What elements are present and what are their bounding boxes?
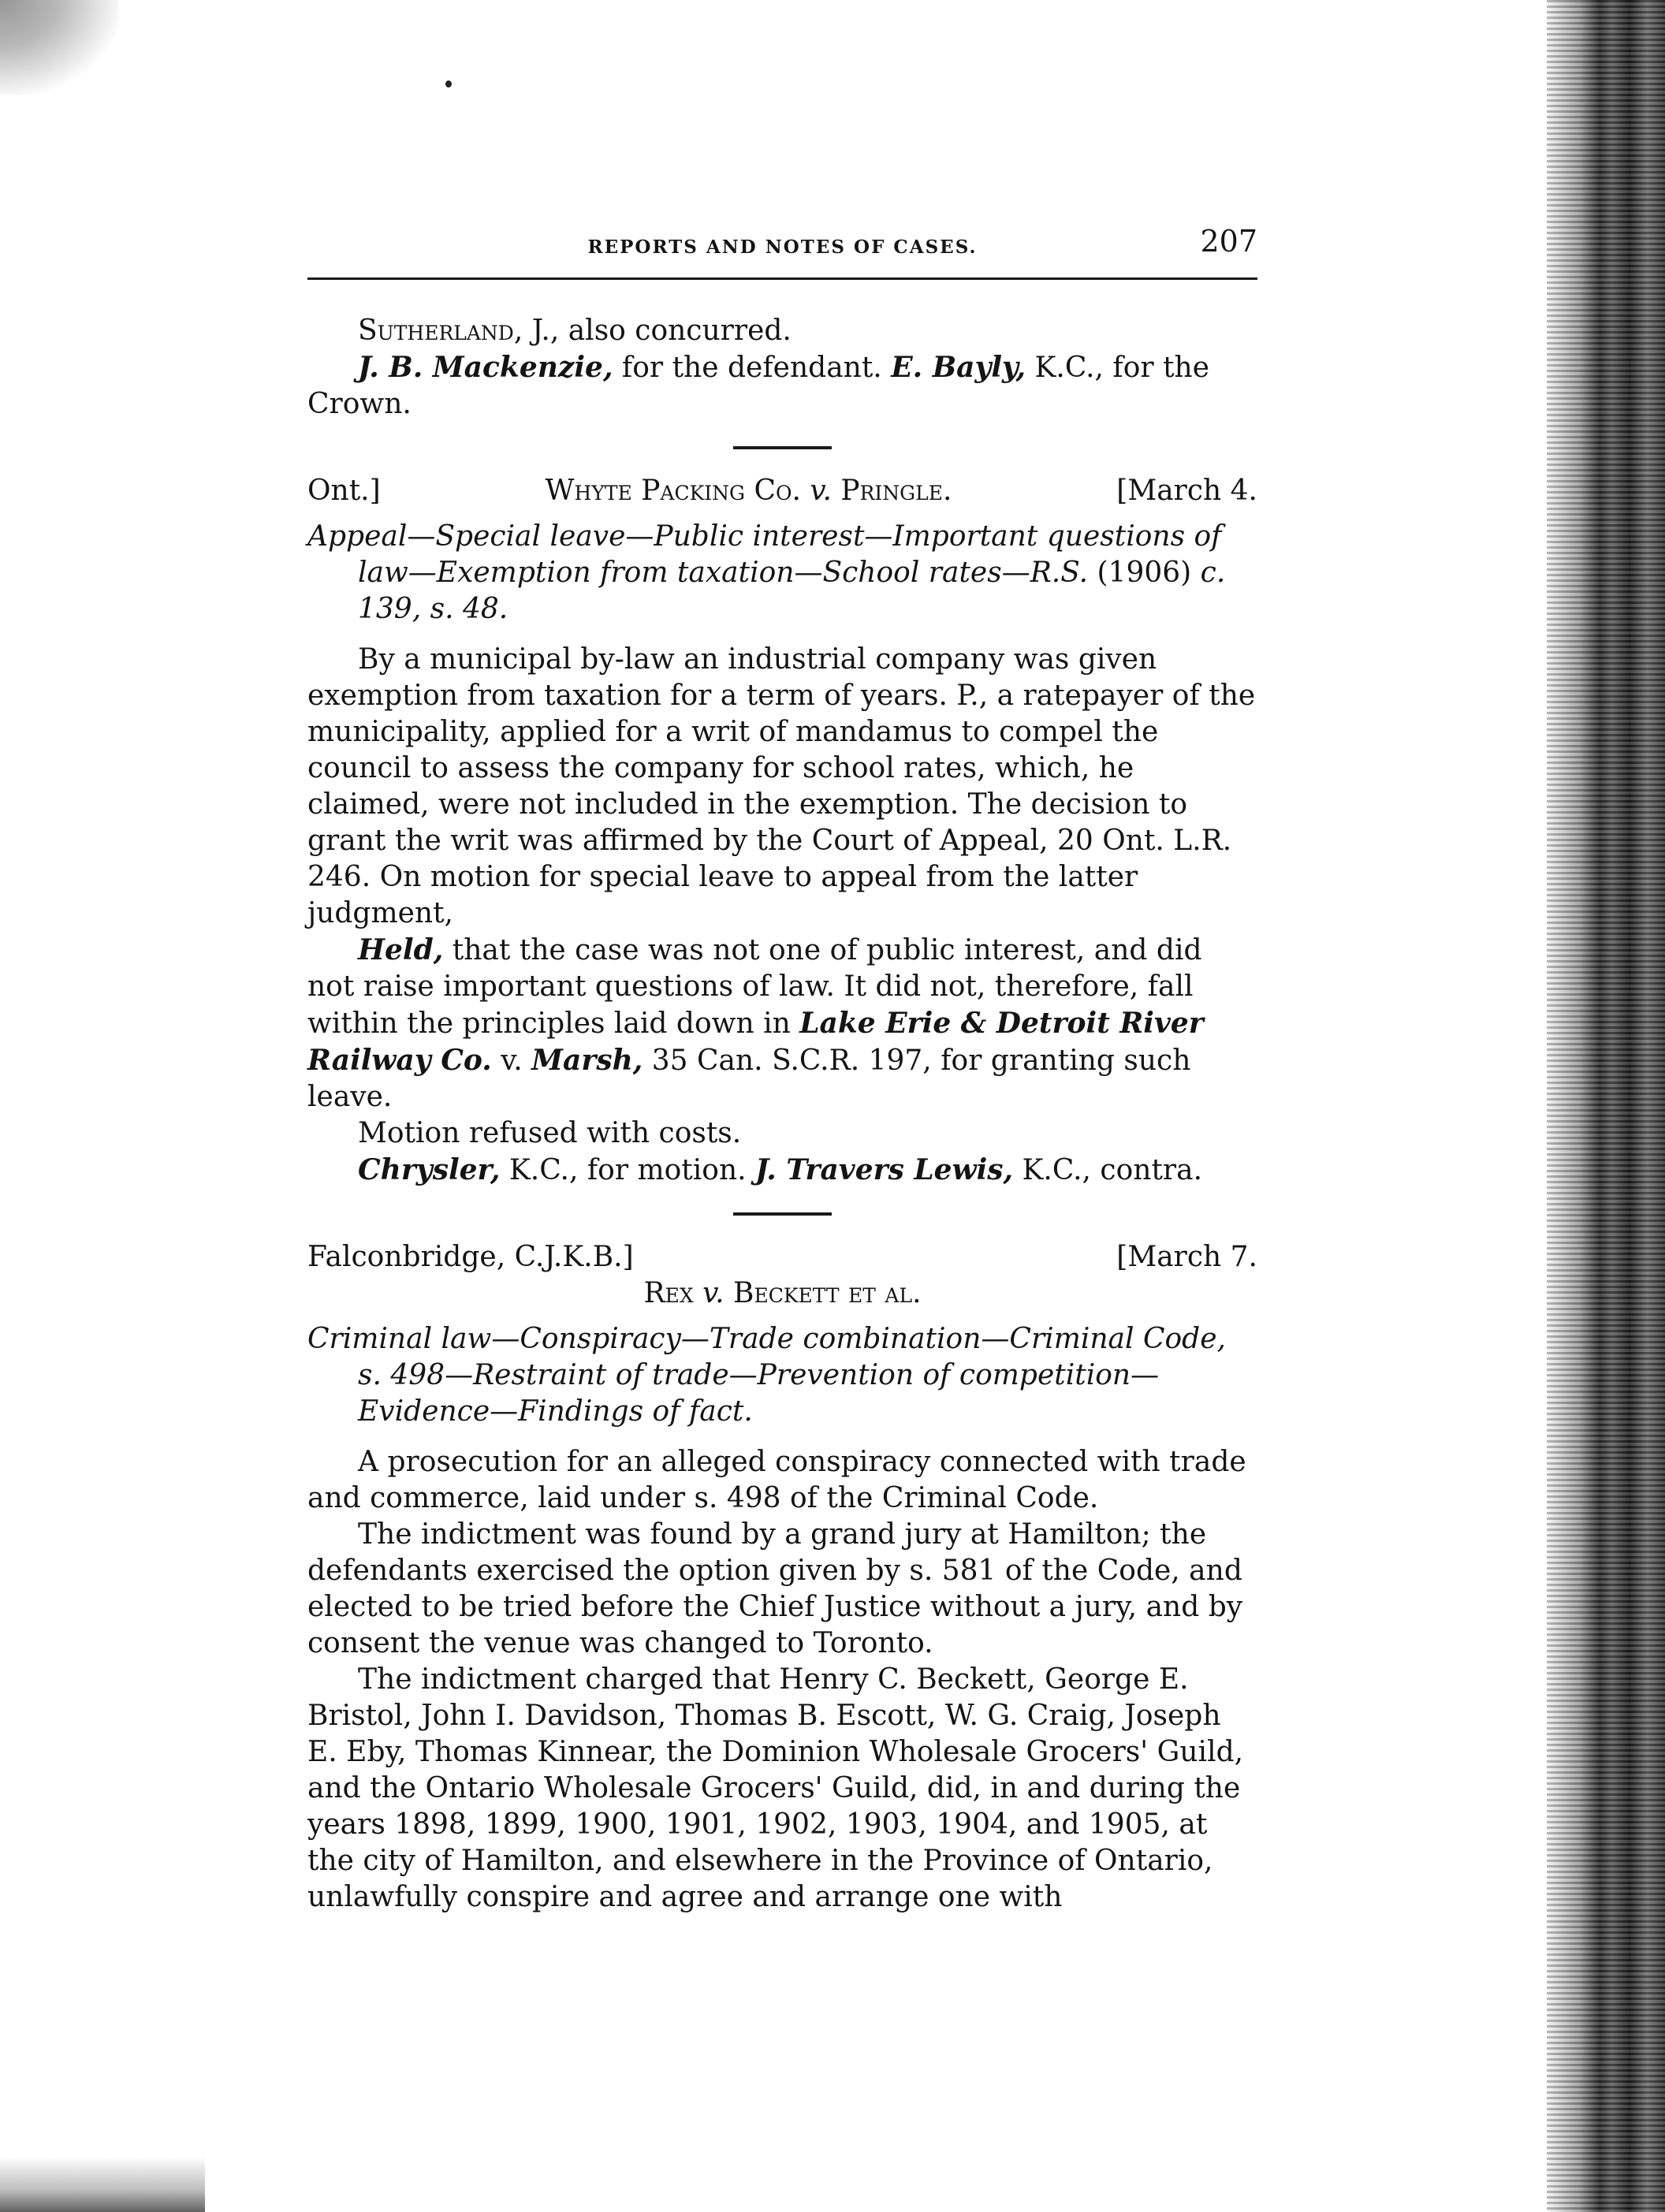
paragraph: The indictment charged that Henry C. Beckett, George E. Bristol, John I. Davidson, Thomas B. Escott, W. G. Craig, Joseph E. Eby, Thomas Kinnear, the Dominion Wholesale Grocers' Guild, and the Ontario Wholesale Grocers' Guild, did, in and during the years 1898, 1899, 1900, 1901, 1902, 1903, 1904, and 1905, at the city of Hamilton, and elsewhere in the Province of Ontario, unlawfully conspire and agree and arrange one with bbox=[307, 1663, 1244, 1913]
cited-case: Lake Erie & Detroit River Railway Co. bbox=[307, 1007, 1204, 1077]
page-number: 207 bbox=[1200, 224, 1257, 259]
headnote-text: Appeal—Special leave—Public interest—Important questions of law—Exemption from taxation—School rates—R.S. bbox=[307, 520, 1222, 589]
headnote bbox=[307, 1321, 1257, 1430]
case-body bbox=[307, 642, 1257, 1189]
counsel-name: Chrysler, bbox=[358, 1153, 501, 1186]
counsel-role: K.C., for motion. bbox=[500, 1154, 756, 1186]
headnote bbox=[307, 519, 1257, 627]
running-header bbox=[307, 221, 1257, 268]
case-header bbox=[307, 473, 1257, 509]
case-rex-beckett bbox=[307, 1239, 1257, 1916]
book-spine-edge bbox=[1547, 0, 1665, 2212]
scan-shadow-bottom-left bbox=[0, 2157, 205, 2212]
paragraph: The indictment was found by a grand jury at Hamilton; the defendants exercised the option given by s. 581 of the Code, and elected to be tried before the Chief Justice without a jury, and by consent the venue was changed to Toronto. bbox=[307, 1518, 1243, 1659]
case-title bbox=[307, 1275, 1257, 1312]
counsel-name: J. Travers Lewis, bbox=[755, 1153, 1014, 1186]
headnote-text: Criminal law—Conspiracy—Trade combination—Criminal Code, bbox=[307, 1323, 1226, 1355]
party-name: Pringle. bbox=[840, 475, 952, 507]
case-body bbox=[307, 1444, 1257, 1916]
carryover-section bbox=[307, 313, 1257, 423]
case-header bbox=[307, 1239, 1257, 1275]
versus: v. bbox=[491, 1045, 532, 1077]
running-head-title: REPORTS AND NOTES OF CASES. bbox=[587, 236, 978, 258]
concurrence-line bbox=[307, 313, 1257, 349]
result-line: Motion refused with costs. bbox=[358, 1117, 742, 1149]
held-paragraph bbox=[307, 932, 1257, 1115]
scan-speck bbox=[445, 80, 452, 88]
versus: v. bbox=[693, 1277, 734, 1309]
counsel-role: K.C., contra. bbox=[1013, 1154, 1203, 1186]
court-label: Ont.] bbox=[307, 475, 381, 507]
cited-party: Marsh, bbox=[531, 1044, 643, 1077]
held-text: 35 Can. S.C.R. 197, for granting such leave. bbox=[307, 1045, 1191, 1113]
section-divider bbox=[733, 446, 832, 449]
headnote-citation: c. 139, s. 48. bbox=[358, 557, 1226, 625]
counsel-name: E. Bayly, bbox=[891, 351, 1026, 384]
party-name: Beckett et al. bbox=[733, 1277, 922, 1309]
case-title bbox=[546, 473, 952, 509]
counsel-line bbox=[307, 349, 1257, 423]
case-whyte-packing bbox=[307, 473, 1257, 1189]
headnote-text: Restraint of trade—Prevention of competition—Evidence—Findings of fact. bbox=[358, 1359, 1160, 1428]
headnote-year: (1906) bbox=[1088, 557, 1201, 589]
counsel-name: J. B. Mackenzie, bbox=[358, 351, 613, 384]
section-divider bbox=[733, 1212, 832, 1216]
court-label: Falconbridge, C.J.K.B.] bbox=[307, 1241, 634, 1273]
case-date: [March 7. bbox=[1116, 1241, 1257, 1273]
document-page bbox=[307, 221, 1257, 1916]
counsel-line bbox=[307, 1152, 1257, 1189]
headnote-section: s. 498— bbox=[358, 1359, 474, 1391]
party-name: Rex bbox=[643, 1277, 694, 1309]
counsel-role: K.C., for the Crown. bbox=[307, 352, 1210, 420]
judge-name: Sutherland bbox=[358, 315, 514, 347]
party-name: Whyte Packing Co. bbox=[545, 475, 801, 507]
paragraph: A prosecution for an alleged conspiracy connected with trade and commerce, laid under s. 498 of the Criminal Code. bbox=[307, 1446, 1246, 1514]
header-rule bbox=[307, 277, 1257, 280]
counsel-role: for the defendant. bbox=[613, 352, 892, 384]
paragraph: By a municipal by-law an industrial company was given exemption from taxation for a term of years. P., a ratepayer of the municipality, applied for a writ of mandamus to compel the council to assess the company for school rates, which, he claimed, were not included in the exemption. The decision to grant the writ was affirmed by the Court of Appeal, 20 Ont. L.R. 246. On motion for special leave to appeal from the latter judgment, bbox=[307, 643, 1256, 929]
scan-shadow-top-left bbox=[0, 0, 118, 95]
held-text: that the case was not one of public interest, and did not raise important questions of law. It did not, therefore, fall within the principles laid down in bbox=[307, 934, 1202, 1040]
versus: v. bbox=[800, 475, 841, 507]
concurrence-text: , J., also concurred. bbox=[513, 315, 792, 347]
held-word: Held, bbox=[358, 933, 444, 966]
case-date: [March 4. bbox=[1116, 475, 1257, 507]
